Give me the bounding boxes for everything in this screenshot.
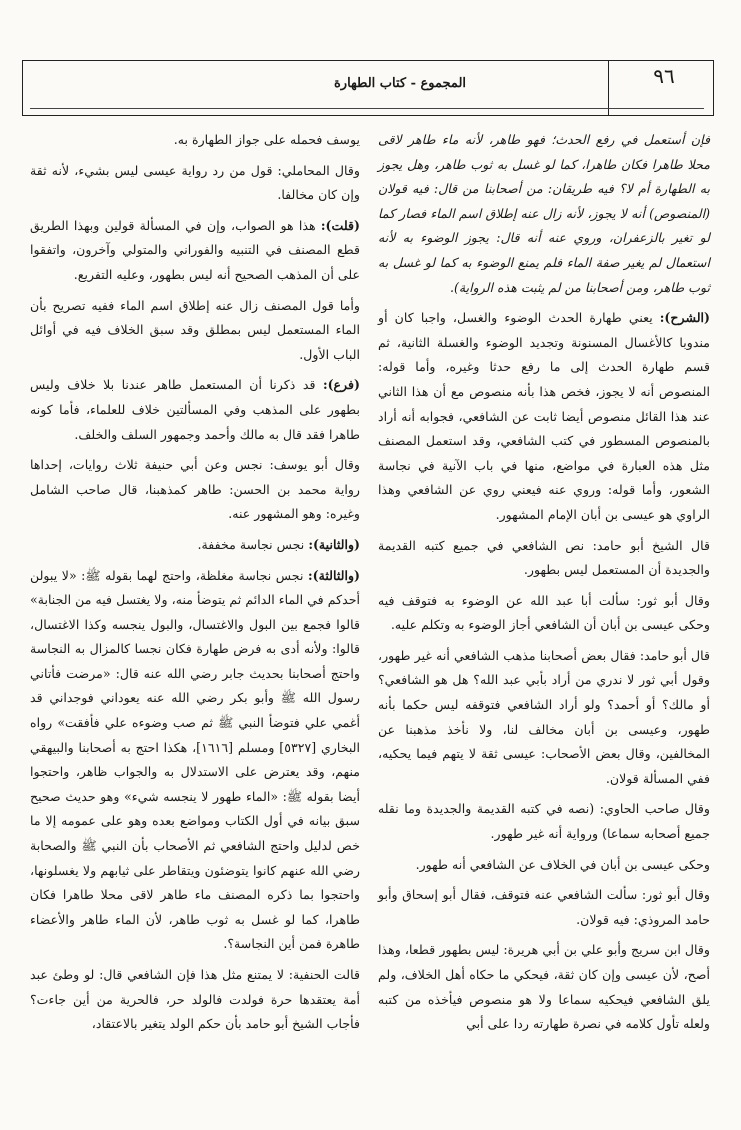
page-number: ٩٦ bbox=[653, 64, 675, 88]
paragraph-text: نجس نجاسة مخففة. bbox=[197, 536, 309, 552]
matn-quote-paragraph bbox=[378, 128, 710, 300]
paragraph-text: يعني طهارة الحدث الوضوء والغسل، واجبا كان أو مندوبا كالأغسال المسنونة وتجديد الوضوء والغسلة الثانية، ثم قسم طهارة الحدث إلى ما رفع حدثا وغيره، وأما قوله: المنصوص أنه لا يجوز، فخص هذا بأنه منصوص مع أن هذا الثاني عند هذا القائل منصوص أيضا ثابت عن الشافعي، فجوابه أنه أراد بالمنصوص المسطور في كتب الشافعي، وقد استعمل المصنف مثل هذه العبارة في مواضع، منها في باب الآنية في نجاسة الشعور، وأما قوله: وروي عنه فيعني روي عن الشافعي وهذا الراوي هو عيسى بن أبان الإمام المشهور. bbox=[378, 310, 710, 522]
section-label: (الشرح): bbox=[659, 310, 710, 326]
commentary-paragraph bbox=[378, 797, 710, 846]
running-title: المجموع - كتاب الطهارة bbox=[333, 76, 467, 91]
section-label: (والثانية): bbox=[308, 536, 360, 552]
paragraph-text: قال أبو حامد: فقال بعض أصحابنا مذهب الشافعي أنه غير طهور، وقول أبي ثور لا ندري من أراد بأبي عبد الله؟ هل هو الشافعي؟ أو مالك؟ أو أحمد؟ ولو أراد الشافعي فتوقفه ليس حكما بأنه طهور، وعيسى بن أبان مخالف لنا، ولا نأخذ مذهبنا عن المخالفين، وقال بعض الأصحاب: عيسى ثقة لا يتهم فيما يحكيه، ففي المسألة قولان. bbox=[378, 647, 710, 786]
paragraph-text: قد ذكرنا أن المستعمل طاهر عندنا بلا خلاف وليس بطهور على المذهب وفي المسألتين خلاف للعلماء، فأما كونه طاهرا فقد قال به مالك وأحمد وجمهور السلف والخلف. bbox=[30, 377, 360, 442]
commentary-paragraph bbox=[378, 938, 710, 1036]
commentary-paragraph bbox=[30, 533, 360, 558]
commentary-paragraph bbox=[30, 159, 360, 208]
paragraph-text: وقال أبو ثور: سألت أبا عبد الله عن الوضوء به فتوقف فيه وحكى عيسى بن أبان أن الشافعي أجاز الوضوء به وتكلم عليه. bbox=[378, 592, 710, 633]
section-label: (فرع): bbox=[322, 377, 360, 393]
commentary-paragraph bbox=[378, 853, 710, 878]
commentary-paragraph bbox=[30, 963, 360, 1037]
paragraph-text: نجس نجاسة مغلظة، واحتج لهما بقوله ﷺ: «لا يبولن أحدكم في الماء الدائم ثم يتوضأ منه، ولا يغتسل فيه من الجنابة» قالوا فجمع بين البول والاغتسال، والبول ينجسه وكذا الاغتسال، قالوا: ولأنه أدى به فرض طهارة فكان نجسا كالمزال به النجاسة واحتج أصحابنا بحديث جابر رضي الله عنه قال: «مرضت فأتاني رسول الله ﷺ وأبو بكر رضي الله عنه يعوداني فوجداني قد أغمي علي فتوضأ النبي ﷺ ثم صب وضوءه علي فأفقت» رواه البخاري [٥٣٢٧] ومسلم [١٦١٦]، هكذا احتج به أصحابنا والبيهقي منهم، وقد يعترض على الاستدلال به والجواب ظاهر، واحتجوا أيضا بقوله ﷺ: «الماء طهور لا ينجسه شيء» وهو حديث صحيح سبق بيانه في أول الكتاب ومواضع بعده وهو على عمومه إلا ما خص لدليل واحتج الشافعي ثم الأصحاب بأن النبي ﷺ والصحابة رضي الله عنهم كانوا يتوضئون ويتقاطر على ثيابهم ولا يغسلونها، واحتجوا بما ذكره المصنف ماء طاهر لاقى محلا طاهرا فكان طاهرا، كما لو غسل به ثوب طاهر، لأن الماء طاهر والأعضاء طاهرة فمن أين النجاسة؟. bbox=[30, 567, 360, 952]
commentary-paragraph bbox=[30, 294, 360, 368]
paragraph-text: وقال صاحب الحاوي: (نصه في كتبه القديمة والجديدة وما نقله جميع أصحابه سماعا) ورواية أنه غير طهور. bbox=[378, 801, 710, 842]
header-underline bbox=[30, 108, 704, 109]
section-label: (والثالثة): bbox=[307, 567, 360, 583]
paragraph-text: وقال أبو يوسف: نجس وعن أبي حنيفة ثلاث روايات، إحداها رواية محمد بن الحسن: طاهر كمذهبنا، قال صاحب الشامل وغيره: وهو المشهور عنه. bbox=[30, 457, 360, 522]
paragraph-text: قالت الحنفية: لا يمتنع مثل هذا فإن الشافعي قال: لو وطئ عبد أمة يعتقدها حرة فولدت فالولد حر، فالحرية من أين جاءت؟ فأجاب الشيخ أبو حامد بأن حكم الولد يتغير بالاعتقاد، bbox=[30, 967, 360, 1032]
left-text-column bbox=[30, 128, 360, 1043]
paragraph-text: وحكى عيسى بن أبان في الخلاف عن الشافعي أنه طهور. bbox=[415, 856, 710, 872]
paragraph-text: هذا هو الصواب، وإن في المسألة قولين وبهذا الطريق قطع المصنف في التنبيه والفوراني والمتولي وآخرون، واتفقوا على أن المذهب الصحيح أنه ليس بطهور، وعليه التفريع. bbox=[30, 217, 360, 282]
paragraph-text: فإن أستعمل في رفع الحدث؛ فهو طاهر، لأنه ماء طاهر لاقى محلا طاهرا فكان طاهرا، كما لو غسل به ثوب طاهر، وهل يجوز به الطهارة أم لا؟ فيه طريقان: من أصحابنا من قال: فيه قولان (المنصوص) أنه لا يجوز، لأنه زال عنه إطلاق اسم الماء فصار كما لو تغير بالزعفران، وروي عنه أنه قال: يجوز الوضوء به لأنه استعمال لم يغير صفة الماء فلم يمنع الوضوء به كما لو غسل به ثوب طاهر، ومن أصحابنا من لم يثبت هذه الرواية). bbox=[378, 132, 710, 295]
paragraph-text: قال الشيخ أبو حامد: نص الشافعي في جميع كتبه القديمة والجديدة أن المستعمل ليس بطهور. bbox=[378, 537, 710, 578]
commentary-paragraph bbox=[378, 534, 710, 583]
commentary-paragraph bbox=[378, 883, 710, 932]
commentary-paragraph bbox=[30, 453, 360, 527]
commentary-paragraph bbox=[378, 644, 710, 792]
right-text-column bbox=[378, 128, 710, 1043]
paragraph-text: وقال أبو ثور: سألت الشافعي عنه فتوقف، فقال أبو إسحاق وأبو حامد المروذي: فيه قولان. bbox=[378, 887, 710, 927]
paragraph-text: وقال ابن سريج وأبو علي بن أبي هريرة: ليس بطهور قطعا، وهذا أصح، لأن عيسى وإن كان ثقة، فيحكي ما حكاه أهل الخلاف، ولم يلق الشافعي فيحكيه سماعا ولا هو منصوص فيأخذه من كتبه ولعله تأول كلامه في نصرة طهارته ردا على أبي bbox=[378, 942, 710, 1032]
commentary-paragraph bbox=[30, 564, 360, 958]
section-label: (قلت): bbox=[320, 217, 360, 233]
commentary-paragraph bbox=[30, 128, 360, 153]
paragraph-text: وأما قول المصنف زال عنه إطلاق اسم الماء ففيه تصريح بأن الماء المستعمل ليس بمطلق وقد سبق الخلاف فيه في أوائل الباب الأول. bbox=[30, 297, 360, 362]
commentary-paragraph bbox=[30, 373, 360, 447]
paragraph-text: وقال المحاملي: قول من رد رواية عيسى ليس بشيء، لأنه ثقة وإن كان مخالفا. bbox=[30, 162, 360, 203]
commentary-paragraph bbox=[378, 306, 710, 527]
commentary-paragraph bbox=[378, 589, 710, 638]
paragraph-text: يوسف فحمله على جواز الطهارة به. bbox=[173, 132, 360, 147]
commentary-paragraph bbox=[30, 214, 360, 288]
